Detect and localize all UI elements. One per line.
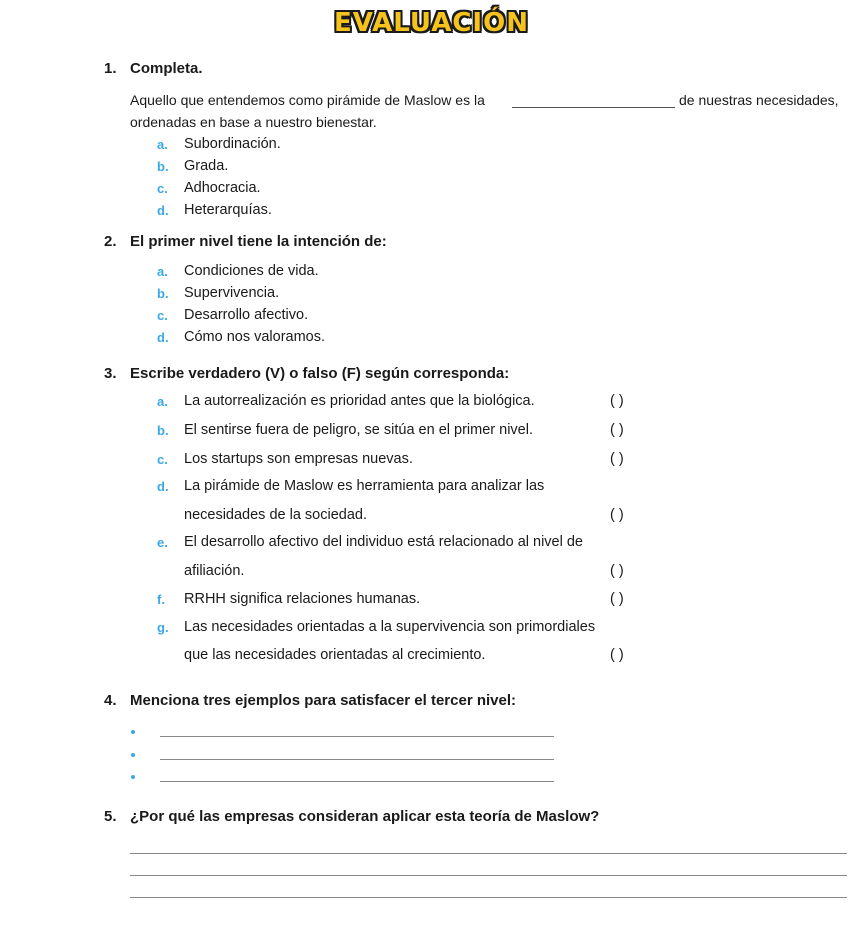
- q2-option-letter: a.: [157, 264, 168, 279]
- q1-option-text: Heterarquías.: [184, 202, 272, 218]
- q2-option-letter: d.: [157, 330, 169, 345]
- q3-item-letter: d.: [157, 479, 169, 494]
- q1-option-text: Subordinación.: [184, 136, 281, 152]
- q3-heading: Escribe verdadero (V) o falso (F) según corresponda:: [130, 365, 510, 382]
- q5-number: 5.: [104, 808, 117, 825]
- q1-text-line2: ordenadas en base a nuestro bienestar.: [130, 114, 377, 130]
- q3-item-text-cont: necesidades de la sociedad.: [184, 507, 367, 523]
- q3-item-text-cont: afiliación.: [184, 563, 245, 579]
- q5-heading: ¿Por qué las empresas consideran aplicar esta teoría de Maslow?: [130, 808, 600, 825]
- q1-option-letter: d.: [157, 203, 169, 218]
- q5-answer-line[interactable]: [130, 875, 847, 876]
- q3-item-text-cont: que las necesidades orientadas al crecimiento.: [184, 647, 486, 663]
- q2-option-letter: c.: [157, 308, 168, 323]
- q3-item-letter: e.: [157, 535, 168, 550]
- q3-answer-paren[interactable]: ( ): [610, 563, 624, 579]
- q3-item-text: La autorrealización es prioridad antes que la biológica.: [184, 393, 535, 409]
- q1-option-letter: a.: [157, 137, 168, 152]
- bullet-dot: [131, 753, 135, 757]
- q3-answer-paren[interactable]: ( ): [610, 451, 624, 467]
- q2-heading: El primer nivel tiene la intención de:: [130, 233, 387, 250]
- q3-item-text: RRHH significa relaciones humanas.: [184, 591, 421, 607]
- q3-item-letter: a.: [157, 394, 168, 409]
- q4-answer-line[interactable]: [160, 736, 554, 737]
- q3-item-letter: f.: [157, 592, 165, 607]
- q3-answer-paren[interactable]: ( ): [610, 591, 624, 607]
- q1-text-after: de nuestras necesidades,: [679, 92, 839, 108]
- q3-item-text: El sentirse fuera de peligro, se sitúa en el primer nivel.: [184, 422, 533, 438]
- q1-answer-blank[interactable]: [512, 107, 675, 108]
- q3-item-letter: c.: [157, 452, 168, 467]
- q3-answer-paren[interactable]: ( ): [610, 647, 624, 663]
- q5-answer-line[interactable]: [130, 897, 847, 898]
- q2-option-text: Condiciones de vida.: [184, 263, 319, 279]
- q4-answer-line[interactable]: [160, 759, 554, 760]
- q2-option-letter: b.: [157, 286, 169, 301]
- q5-answer-line[interactable]: [130, 853, 847, 854]
- q4-heading: Menciona tres ejemplos para satisfacer el tercer nivel:: [130, 692, 517, 709]
- q1-option-text: Adhocracia.: [184, 180, 261, 196]
- q3-item-text: La pirámide de Maslow es herramienta para analizar las: [184, 478, 545, 494]
- q1-number: 1.: [104, 60, 117, 77]
- q1-option-letter: b.: [157, 159, 169, 174]
- q3-item-text: Las necesidades orientadas a la supervivencia son primordiales: [184, 619, 596, 635]
- q1-text-before: Aquello que entendemos como pirámide de Maslow es la: [130, 92, 485, 108]
- page-title: EVALUACIÓN: [334, 8, 529, 38]
- q3-answer-paren[interactable]: ( ): [610, 422, 624, 438]
- q3-answer-paren[interactable]: ( ): [610, 393, 624, 409]
- bullet-dot: [131, 730, 135, 734]
- q1-option-text: Grada.: [184, 158, 229, 174]
- q4-answer-line[interactable]: [160, 781, 554, 782]
- bullet-dot: [131, 775, 135, 779]
- q3-item-text: Los startups son empresas nuevas.: [184, 451, 413, 467]
- q2-option-text: Supervivencia.: [184, 285, 280, 301]
- q1-option-letter: c.: [157, 181, 168, 196]
- q2-option-text: Desarrollo afectivo.: [184, 307, 309, 323]
- q3-number: 3.: [104, 365, 117, 382]
- q2-option-text: Cómo nos valoramos.: [184, 329, 326, 345]
- q1-heading: Completa.: [130, 60, 203, 77]
- q4-number: 4.: [104, 692, 117, 709]
- q3-item-text: El desarrollo afectivo del individuo está relacionado al nivel de: [184, 534, 583, 550]
- q3-item-letter: b.: [157, 423, 169, 438]
- q2-number: 2.: [104, 233, 117, 250]
- q3-item-letter: g.: [157, 620, 169, 635]
- q3-answer-paren[interactable]: ( ): [610, 507, 624, 523]
